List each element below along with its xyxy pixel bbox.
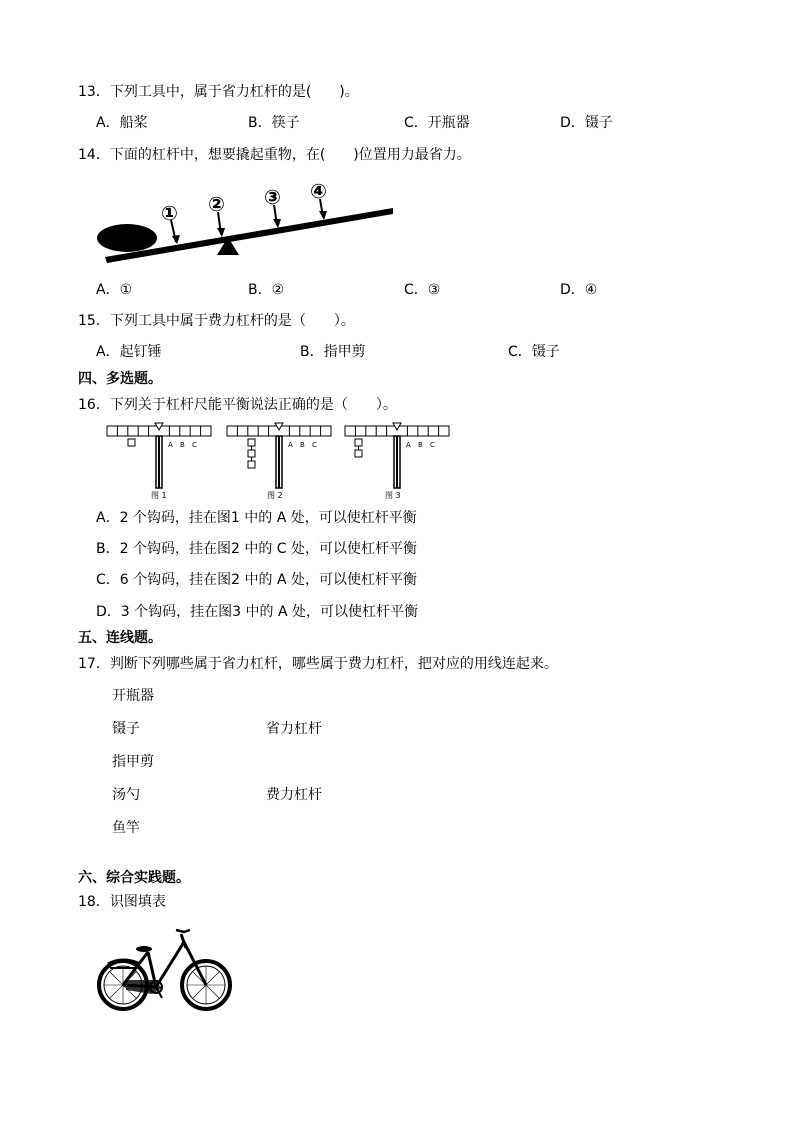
q16-option-a: A．2 个钩码，挂在图1 中的 A 处，可以使杠杆平衡 <box>96 510 417 526</box>
fig3-caption: 图 3 <box>385 491 401 500</box>
q14-option-a: A．① <box>96 282 133 298</box>
q14-stem: 14．下面的杠杆中，想要撬起重物，在( )位置用力最省力。 <box>78 147 471 163</box>
q13-option-a: A．船桨 <box>96 115 148 131</box>
q16-option-b: B．2 个钩码，挂在图2 中的 C 处，可以使杠杆平衡 <box>96 541 417 557</box>
fig1-point-b: B <box>180 441 185 449</box>
q14-option-c: C．③ <box>404 282 441 298</box>
q15-stem: 15．下列工具中属于费力杠杆的是（ ）。 <box>78 313 355 329</box>
q15-option-b: B．指甲剪 <box>300 344 366 360</box>
fig1-point-a: A <box>168 441 173 449</box>
lever-label-2: ② <box>208 192 225 216</box>
tool-item-3: 指甲剪 <box>112 754 154 770</box>
fig1-point-c: C <box>192 441 197 449</box>
fig2-caption: 图 2 <box>267 491 283 500</box>
section-heading-5: 五、连线题。 <box>78 630 162 646</box>
bicycle-figure <box>96 922 236 1017</box>
fig3-point-b: B <box>418 441 423 449</box>
chain-guard <box>126 980 162 994</box>
balance-figure-3 <box>344 422 452 500</box>
lever-label-3: ③ <box>264 185 281 209</box>
q13-option-c: C．开瓶器 <box>404 115 470 131</box>
tool-item-1: 开瓶器 <box>112 688 154 704</box>
q15-option-c: C．镊子 <box>508 344 560 360</box>
q15-option-a: A．起钉锤 <box>96 344 162 360</box>
q16-option-c: C．6 个钩码，挂在图2 中的 A 处，可以使杠杆平衡 <box>96 572 417 588</box>
category-force-saving: 省力杠杆 <box>266 721 322 737</box>
category-force-costing: 费力杠杆 <box>266 787 322 803</box>
fig3-point-a: A <box>406 441 411 449</box>
q16-stem: 16．下列关于杠杆尺能平衡说法正确的是（ ）。 <box>78 397 397 413</box>
tool-item-2: 镊子 <box>112 721 140 737</box>
fig2-point-b: B <box>300 441 305 449</box>
lever-figure <box>95 178 400 263</box>
lever-label-4: ④ <box>310 179 327 203</box>
q13-option-d: D．镊子 <box>560 115 613 131</box>
tool-item-4: 汤勺 <box>112 787 140 803</box>
q14-option-d: D．④ <box>560 282 598 298</box>
q17-stem: 17．判断下列哪些属于省力杠杆，哪些属于费力杠杆，把对应的用线连起来。 <box>78 656 558 672</box>
fig2-point-c: C <box>312 441 317 449</box>
balance-figure-1 <box>106 422 214 500</box>
section-heading-6: 六、综合实践题。 <box>78 870 190 886</box>
heavy-object <box>97 224 157 252</box>
fig1-caption: 图 1 <box>151 491 167 500</box>
balance-figure-2 <box>226 422 334 500</box>
fig3-point-c: C <box>430 441 435 449</box>
section-heading-4: 四、多选题。 <box>78 371 162 387</box>
q18-stem: 18．识图填表 <box>78 894 166 910</box>
q13-stem: 13．下列工具中，属于省力杠杆的是( )。 <box>78 84 359 100</box>
fig2-point-a: A <box>288 441 293 449</box>
bicycle-seat <box>136 946 152 952</box>
q14-option-b: B．② <box>248 282 285 298</box>
q16-option-d: D．3 个钩码，挂在图3 中的 A 处，可以使杠杆平衡 <box>96 604 418 620</box>
lever-label-1: ① <box>161 201 178 225</box>
tool-item-5: 鱼竿 <box>112 820 140 836</box>
q13-option-b: B．筷子 <box>248 115 300 131</box>
